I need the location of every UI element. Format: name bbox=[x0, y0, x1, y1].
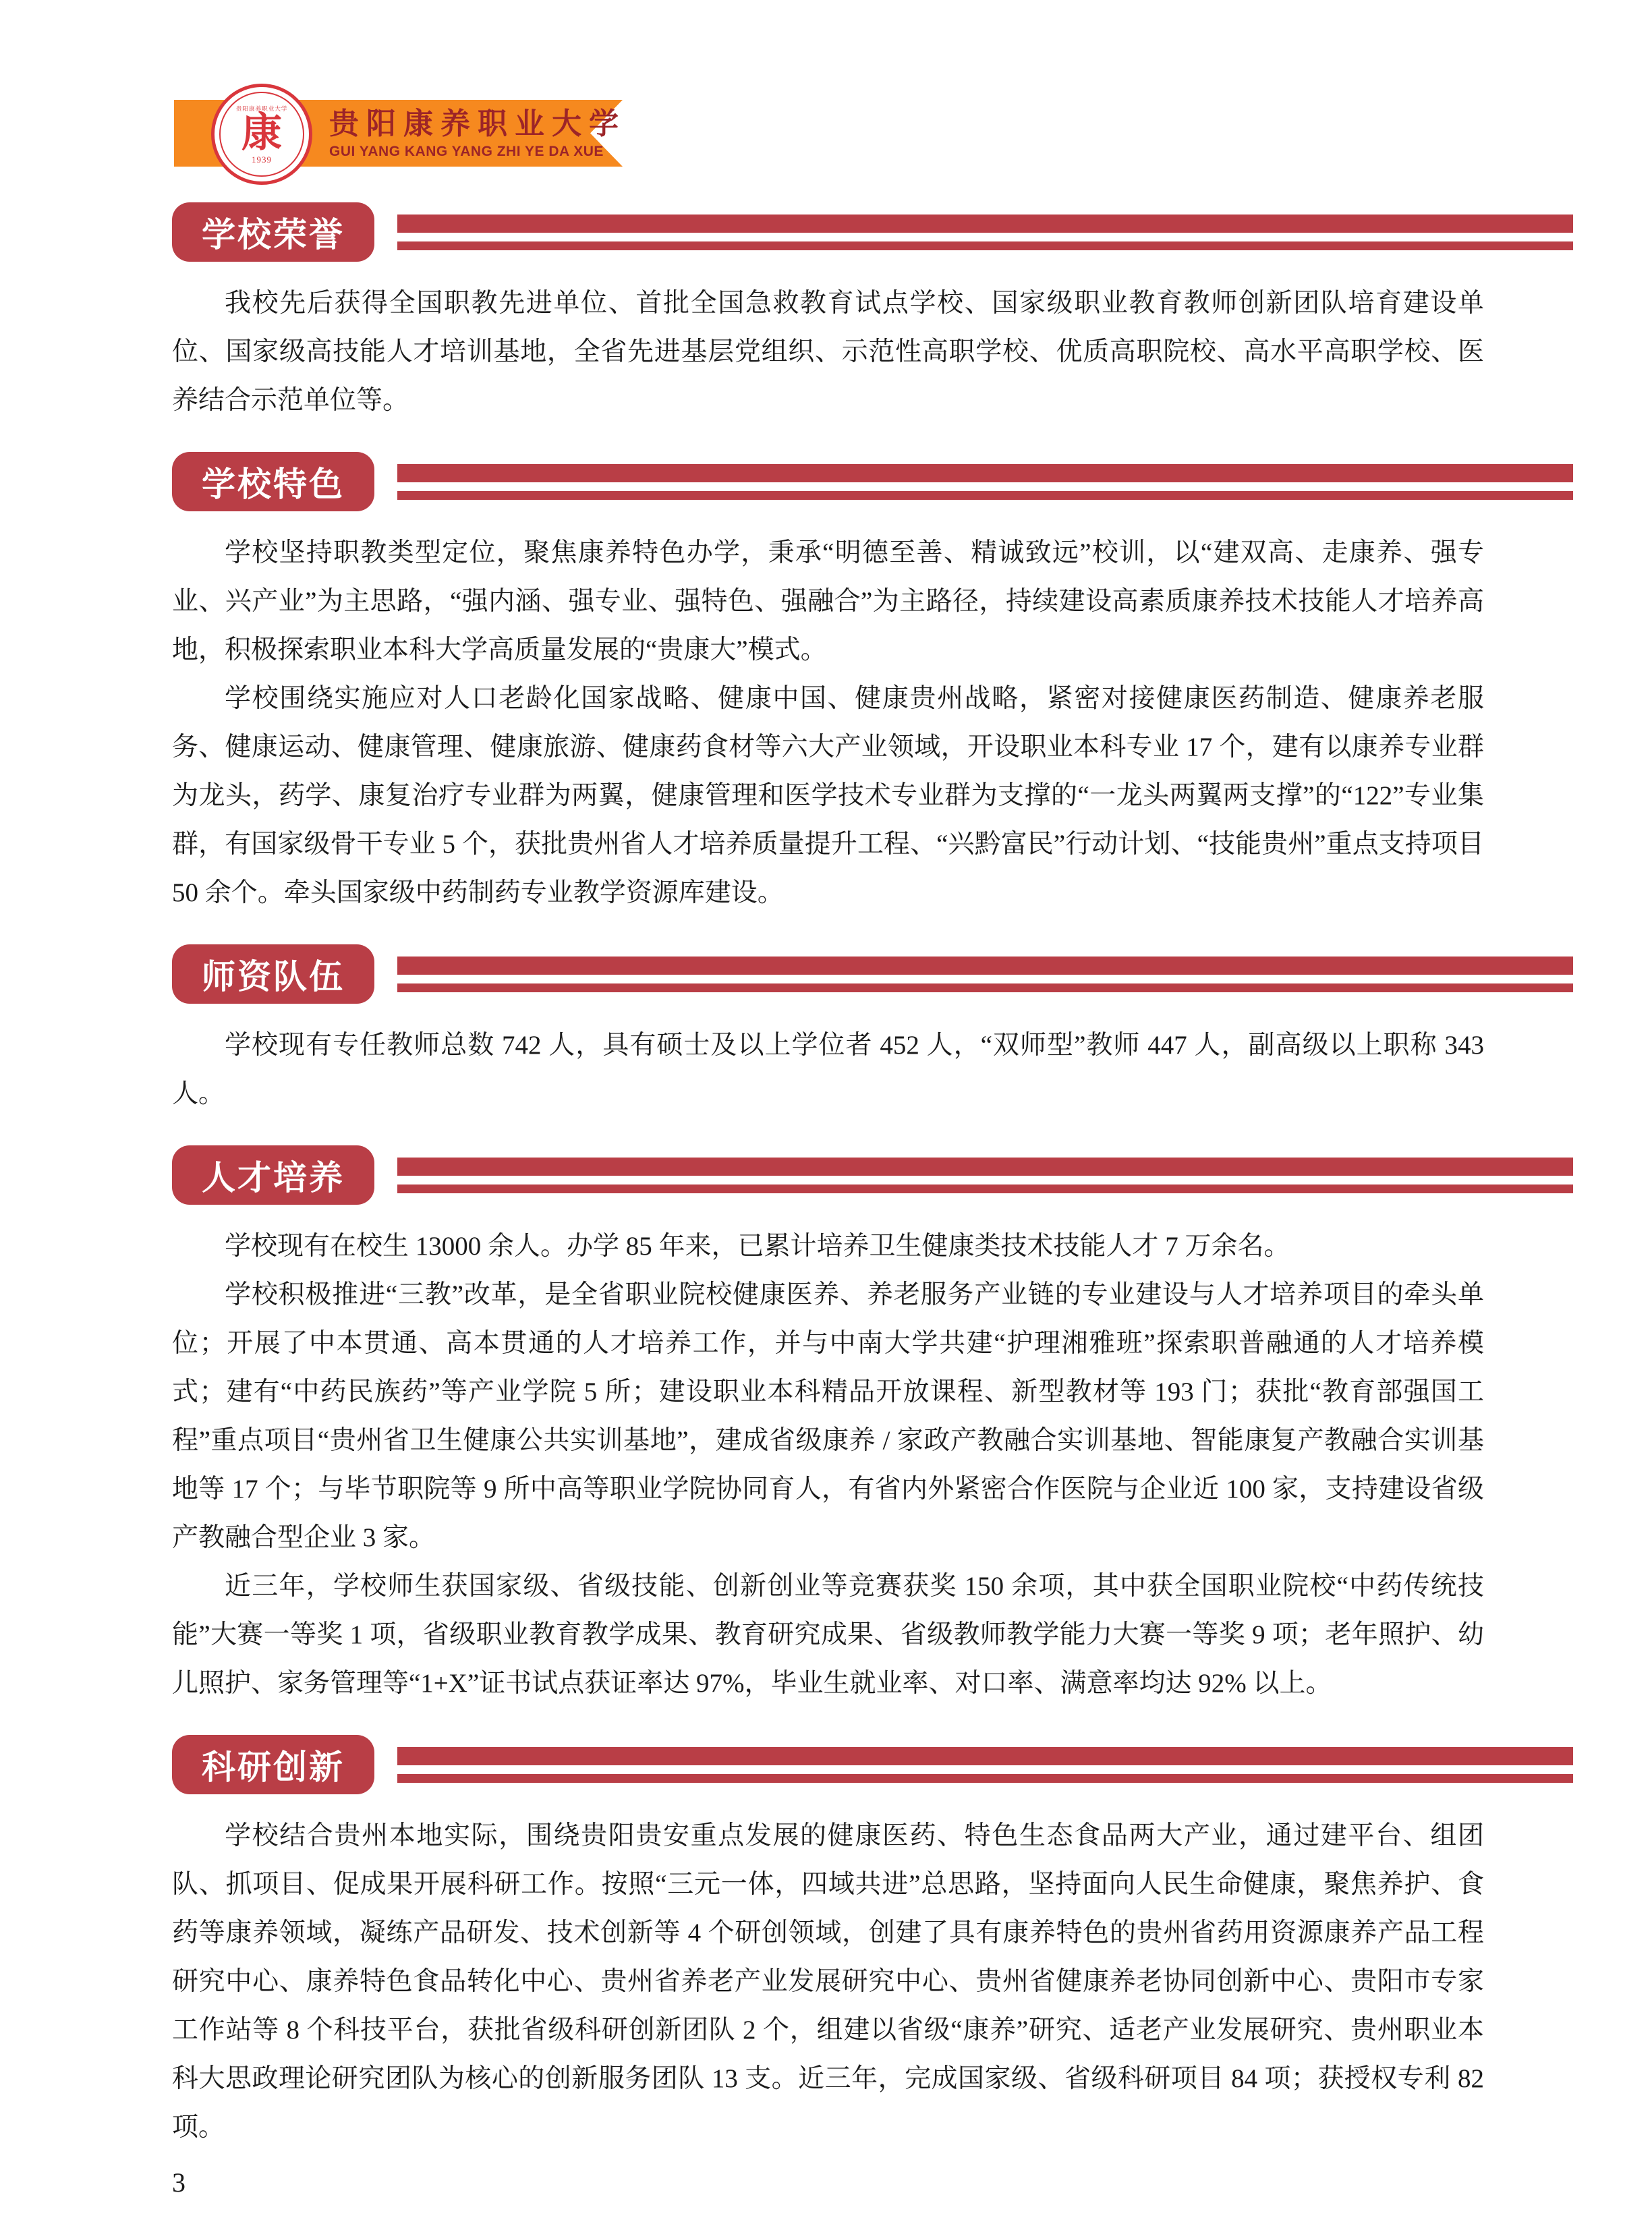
section-divider-bars bbox=[397, 464, 1573, 500]
page-content bbox=[172, 202, 1573, 2198]
divider-bar-thick bbox=[397, 464, 1573, 482]
divider-bar-thin bbox=[397, 491, 1573, 500]
university-name-zh: 贵阳康养职业大学 bbox=[329, 107, 626, 140]
section-title: 师资队伍 bbox=[202, 958, 345, 996]
paragraph: 学校现有专任教师总数 742 人，具有硕士及以上学位者 452 人，“双师型”教师 447 人，副高级以上职称 343 人。 bbox=[172, 1031, 1484, 1108]
divider-bar-thin bbox=[397, 1185, 1573, 1193]
divider-bar-thick bbox=[397, 957, 1573, 975]
section-talent-cultivation bbox=[172, 1145, 1573, 1708]
section-header bbox=[172, 1735, 1573, 1794]
paragraph: 近三年，学校师生获国家级、省级技能、创新创业等竞赛获奖 150 余项，其中获全国职业院校“中药传统技能”大赛一等奖 1 项，省级职业教育教学成果、教育研究成果、省级教师教学能力大赛一等奖 9 项；老年照护、幼儿照护、家务管理等“1+X”证书试点获证率达 97%，毕业生就业率、对口率、满意率均达 92% 以上。 bbox=[172, 1572, 1484, 1698]
section-faculty-team bbox=[172, 944, 1573, 1118]
seal-kang-character: 康 bbox=[241, 111, 282, 155]
university-name-en: GUI YANG KANG YANG ZHI YE DA XUE bbox=[329, 144, 604, 159]
section-school-features bbox=[172, 452, 1573, 917]
section-header bbox=[172, 452, 1573, 511]
seal-arc-text: 贵阳康养职业大学 bbox=[235, 106, 288, 113]
divider-bar-thin bbox=[397, 1774, 1573, 1783]
section-title: 人才培养 bbox=[202, 1159, 345, 1197]
section-header bbox=[172, 944, 1573, 1004]
paragraph: 学校围绕实施应对人口老龄化国家战略、健康中国、健康贵州战略，紧密对接健康医药制造、健康养老服务、健康运动、健康管理、健康旅游、健康药食材等六大产业领域，开设职业本科专业 17 个，建有以康养专业群为龙头，药学、康复治疗专业群为两翼，健康管理和医学技术专业群为支撑的“一龙头两翼两支撑”的“122”专业集群，有国家级骨干专业 5 个，获批贵州省人才培养质量提升工程、“兴黔富民”行动计划、“技能贵州”重点支持项目 50 余个。牵头国家级中药制药专业教学资源库建设。 bbox=[172, 684, 1484, 907]
section-research-innovation bbox=[172, 1735, 1573, 2152]
section-title-badge bbox=[172, 452, 374, 511]
paragraph: 学校结合贵州本地实际，围绕贵阳贵安重点发展的健康医药、特色生态食品两大产业，通过建平台、组团队、抓项目、促成果开展科研工作。按照“三元一体，四域共进”总思路，坚持面向人民生命健康，聚焦养护、食药等康养领域，凝练产品研发、技术创新等 4 个研创领域，创建了具有康养特色的贵州省药用资源康养产品工程研究中心、康养特色食品转化中心、贵州省养老产业发展研究中心、贵州省健康养老协同创新中心、贵阳市专家工作站等 8 个科技平台，获批省级科研创新团队 2 个，组建以省级“康养”研究、适老产业发展研究、贵州职业本科大思政理论研究团队为核心的创新服务团队 13 支。近三年，完成国家级、省级科研项目 84 项；获授权专利 82 项。 bbox=[172, 1821, 1484, 2142]
university-seal bbox=[211, 84, 312, 185]
section-school-honors bbox=[172, 202, 1573, 425]
section-title: 学校荣誉 bbox=[202, 216, 345, 254]
seal-founding-year: 1939 bbox=[252, 154, 272, 165]
section-title: 科研创新 bbox=[202, 1748, 345, 1786]
divider-bar-thin bbox=[397, 241, 1573, 250]
divider-bar-thick bbox=[397, 215, 1573, 233]
section-title-badge bbox=[172, 1735, 374, 1794]
divider-bar-thick bbox=[397, 1747, 1573, 1765]
paragraph: 学校积极推进“三教”改革，是全省职业院校健康医养、养老服务产业链的专业建设与人才培养项目的牵头单位；开展了中本贯通、高本贯通的人才培养工作，并与中南大学共建“护理湘雅班”探索职普融通的人才培养模式；建有“中药民族药”等产业学院 5 所；建设职业本科精品开放课程、新型教材等 193 门；获批“教育部强国工程”重点项目“贵州省卫生健康公共实训基地”，建成省级康养 / 家政产教融合实训基地、智能康复产教融合实训基地等 17 个；与毕节职院等 9 所中高等职业学院协同育人，有省内外紧密合作医院与企业近 100 家，支持建设省级产教融合型企业 3 家。 bbox=[172, 1280, 1484, 1552]
section-title: 学校特色 bbox=[202, 465, 345, 503]
university-seal-inner-ring bbox=[219, 92, 304, 177]
paragraph: 学校坚持职教类型定位，聚焦康养特色办学，秉承“明德至善、精诚致远”校训，以“建双高、走康养、强专业、兴产业”为主思路，“强内涵、强专业、强特色、强融合”为主路径，持续建设高素质康养技术技能人才培养高地，积极探索职业本科大学高质量发展的“贵康大”模式。 bbox=[172, 538, 1484, 664]
university-title-block bbox=[329, 108, 626, 160]
section-divider-bars bbox=[397, 215, 1573, 250]
paragraph: 学校现有在校生 13000 余人。办学 85 年来，已累计培养卫生健康类技术技能人才 7 万余名。 bbox=[225, 1232, 1290, 1261]
section-header bbox=[172, 1145, 1573, 1205]
section-title-badge bbox=[172, 202, 374, 262]
section-header bbox=[172, 202, 1573, 262]
section-title-badge bbox=[172, 1145, 374, 1205]
section-divider-bars bbox=[397, 1158, 1573, 1193]
page-number: 3 bbox=[172, 2167, 186, 2198]
section-divider-bars bbox=[397, 1747, 1573, 1783]
divider-bar-thick bbox=[397, 1158, 1573, 1176]
section-divider-bars bbox=[397, 957, 1573, 992]
paragraph: 我校先后获得全国职教先进单位、首批全国急救教育试点学校、国家级职业教育教师创新团队培育建设单位、国家级高技能人才培训基地，全省先进基层党组织、示范性高职学校、优质高职院校、高水平高职学校、医养结合示范单位等。 bbox=[172, 289, 1484, 415]
divider-bar-thin bbox=[397, 983, 1573, 992]
section-title-badge bbox=[172, 944, 374, 1004]
